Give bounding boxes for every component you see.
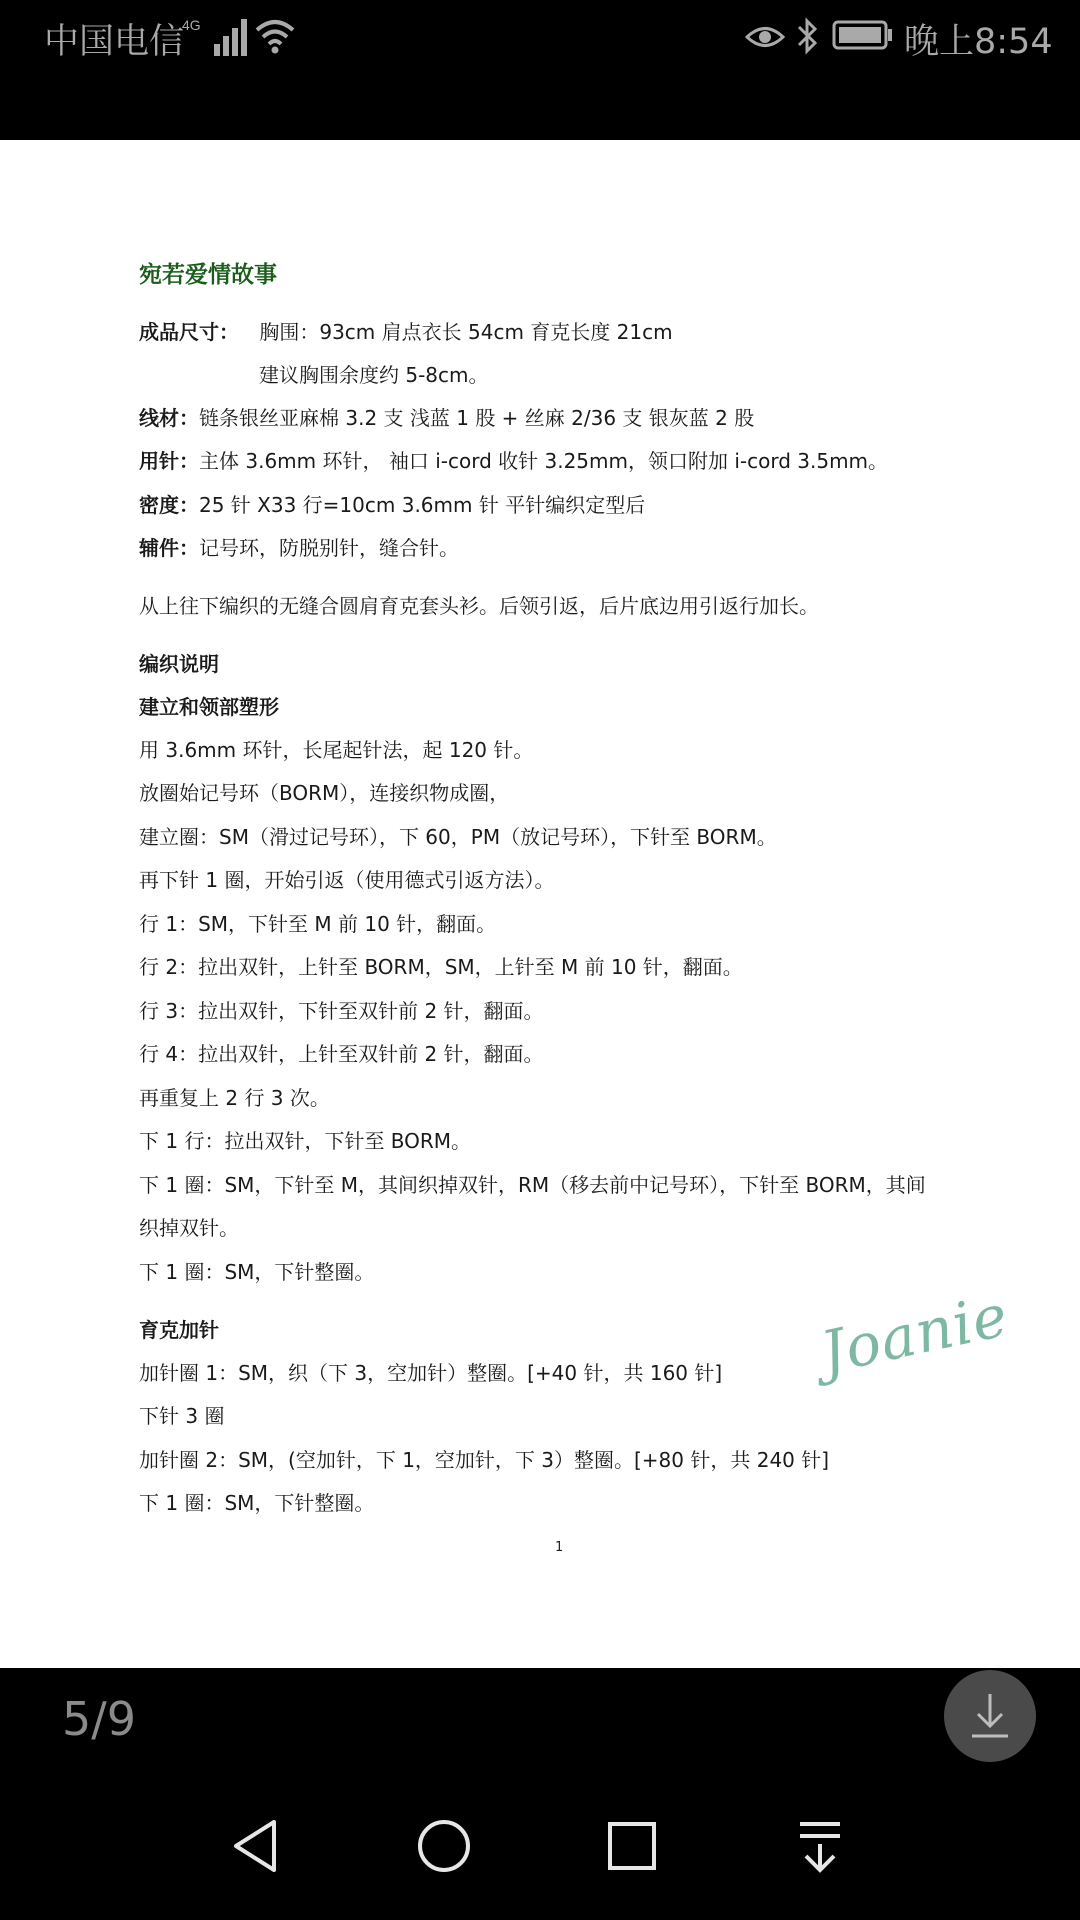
spec-needles [139, 445, 888, 474]
instruction-line: 下 1 圈：SM，下针至 M，其间织掉双针，RM（移去前中记号环），下针至 BORM，其间 [139, 1173, 926, 1197]
spec-label: 辅件： [139, 536, 199, 560]
back-triangle-icon[interactable] [226, 1816, 286, 1876]
document-title: 宛若爱情故事 [139, 262, 277, 288]
instruction-line: 织掉双针。 [139, 1216, 239, 1240]
status-bar [0, 0, 1080, 140]
page-counter: 5/9 [62, 1692, 137, 1746]
home-circle-icon[interactable] [414, 1816, 474, 1876]
instruction-line: 加针圈 1：SM，织（下 3，空加针）整圈。[+40 针，共 160 针] [139, 1361, 723, 1385]
instruction-line: 加针圈 2：SM，(空加针，下 1，空加针，下 3）整圈。[+80 针，共 240 针] [139, 1448, 830, 1472]
battery-icon [832, 20, 894, 50]
spec-size [139, 316, 673, 345]
spec-value: 链条银丝亚麻棉 3.2 支 浅蓝 1 股 + 丝麻 2/36 支 银灰蓝 2 股 [199, 406, 755, 430]
spec-size-note [259, 359, 489, 388]
cellular-signal-icon [182, 14, 252, 58]
instruction-line: 建立圈：SM（滑过记号环），下 60，PM（放记号环），下针至 BORM。 [139, 825, 777, 849]
download-button[interactable] [944, 1670, 1036, 1762]
instruction-line: 下 1 圈：SM，下针整圈。 [139, 1491, 375, 1515]
page-number: 1 [555, 1540, 564, 1555]
instruction-line: 放圈始记号环（BORM），连接织物成圈， [139, 781, 510, 805]
carrier-name: 中国电信 [44, 22, 185, 62]
spec-value: 记号环，防脱别针，缝合针。 [199, 536, 459, 560]
document-page[interactable] [0, 140, 1080, 1668]
instruction-line: 下 1 行：拉出双针，下针至 BORM。 [139, 1129, 472, 1153]
bottom-area [0, 1668, 1080, 1920]
clock: 晚上8:54 [904, 22, 1053, 62]
spec-label: 成品尺寸： [139, 320, 239, 344]
spec-notions [139, 532, 459, 561]
section-heading: 编织说明 [139, 652, 219, 676]
eye-comfort-icon [745, 20, 785, 54]
download-icon [966, 1690, 1014, 1742]
spec-label: 线材： [139, 406, 199, 430]
instruction-line: 再重复上 2 行 3 次。 [139, 1086, 330, 1110]
spec-value: 胸围：93cm 肩点衣长 54cm 育克长度 21cm [259, 320, 673, 344]
spec-value: 25 针 X33 行=10cm 3.6mm 针 平针编织定型后 [199, 493, 646, 517]
instruction-line: 再下针 1 圈，开始引返（使用德式引返方法）。 [139, 868, 555, 892]
wifi-icon [254, 16, 296, 56]
spec-value: 建议胸围余度约 5-8cm。 [259, 363, 489, 387]
network-type-label: 4G [182, 17, 201, 33]
recents-square-icon[interactable] [602, 1816, 662, 1876]
bluetooth-icon [793, 16, 821, 56]
spec-yarn [139, 402, 754, 431]
spec-label: 用针： [139, 449, 199, 473]
navigation-bar [0, 1768, 1080, 1920]
signature-watermark: Joanie [814, 1281, 1014, 1387]
instruction-line: 行 2：拉出双针，上针至 BORM，SM，上针至 M 前 10 针，翻面。 [139, 955, 743, 979]
spec-value: 主体 3.6mm 环针， 袖口 i-cord 收针 3.25mm，领口附加 i-cord 3.5mm。 [199, 449, 889, 473]
instruction-line: 行 3：拉出双针，下针至双针前 2 针，翻面。 [139, 999, 544, 1023]
spec-gauge [139, 489, 645, 518]
instruction-line: 下针 3 圈 [139, 1404, 225, 1428]
instruction-line: 行 4：拉出双针，上针至双针前 2 针，翻面。 [139, 1042, 544, 1066]
subsection-heading: 育克加针 [139, 1318, 219, 1342]
instruction-line: 用 3.6mm 环针，长尾起针法，起 120 针。 [139, 738, 534, 762]
intro-paragraph: 从上往下编织的无缝合圆肩育克套头衫。后领引返，后片底边用引返行加长。 [139, 594, 819, 618]
spec-label: 密度： [139, 493, 199, 517]
instruction-line: 行 1：SM，下针至 M 前 10 针，翻面。 [139, 912, 497, 936]
pull-down-icon[interactable] [790, 1816, 850, 1876]
instruction-line: 下 1 圈：SM，下针整圈。 [139, 1260, 375, 1284]
subsection-heading: 建立和领部塑形 [139, 695, 279, 719]
